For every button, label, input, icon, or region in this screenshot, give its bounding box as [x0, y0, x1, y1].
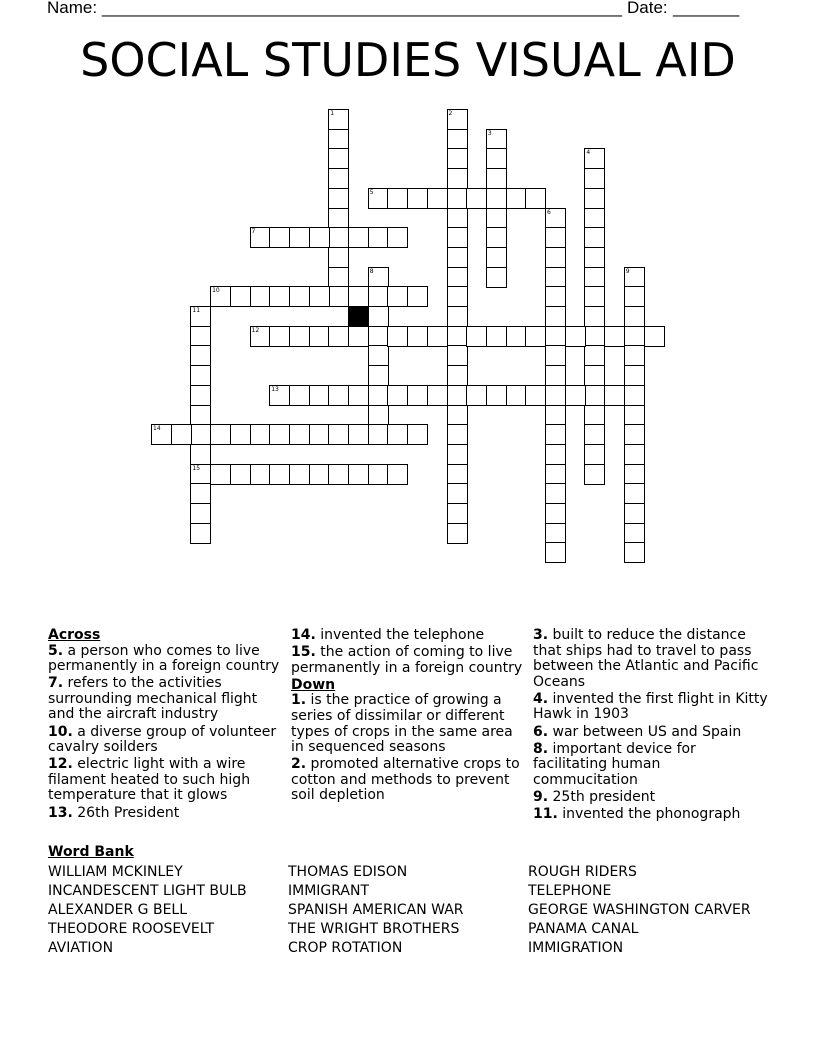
- crossword-cell[interactable]: [447, 227, 468, 248]
- crossword-cell[interactable]: [447, 286, 468, 307]
- crossword-cell[interactable]: [447, 345, 468, 366]
- crossword-cell[interactable]: [328, 227, 349, 248]
- crossword-cell[interactable]: [624, 306, 645, 327]
- crossword-cell[interactable]: [506, 385, 527, 406]
- crossword-cell[interactable]: [190, 523, 211, 544]
- crossword-cell[interactable]: [624, 345, 645, 366]
- crossword-cell[interactable]: [545, 227, 566, 248]
- clue-item: 15. the action of coming to live permanently in a foreign country: [291, 644, 523, 676]
- crossword-cell[interactable]: [584, 405, 605, 426]
- clue-column-1: [48, 628, 284, 823]
- word-bank-item: CROP ROTATION: [288, 940, 403, 956]
- crossword-cell[interactable]: [309, 227, 330, 248]
- crossword-cell[interactable]: [368, 326, 389, 347]
- crossword-cell[interactable]: [328, 148, 349, 169]
- crossword-cell[interactable]: [190, 483, 211, 504]
- word-bank-item: IMMIGRATION: [528, 940, 624, 956]
- clue-item: 14. invented the telephone: [291, 627, 485, 643]
- crossword-cell[interactable]: [447, 326, 468, 347]
- crossword-cell[interactable]: [348, 464, 369, 485]
- crossword-cell[interactable]: [328, 168, 349, 189]
- crossword-cell[interactable]: [309, 464, 330, 485]
- crossword-cell[interactable]: [624, 424, 645, 445]
- crossword-cell[interactable]: [624, 267, 645, 288]
- crossword-cell[interactable]: [486, 208, 507, 229]
- crossword-cell[interactable]: [190, 365, 211, 386]
- crossword-cell[interactable]: [269, 464, 290, 485]
- crossword-cell[interactable]: [328, 267, 349, 288]
- crossword-cell[interactable]: [545, 503, 566, 524]
- black-cell: [348, 306, 369, 327]
- crossword-cell[interactable]: [447, 267, 468, 288]
- crossword-cell[interactable]: [407, 286, 428, 307]
- clue-number: 1: [330, 110, 335, 117]
- crossword-cell[interactable]: [545, 326, 566, 347]
- crossword-cell[interactable]: [387, 464, 408, 485]
- crossword-cell[interactable]: [486, 326, 507, 347]
- crossword-cell[interactable]: [525, 385, 546, 406]
- word-bank-column-2: [288, 863, 464, 958]
- crossword-cell[interactable]: [348, 424, 369, 445]
- crossword-cell[interactable]: [328, 188, 349, 209]
- clue-number: 5: [369, 188, 374, 196]
- crossword-cell[interactable]: [407, 326, 428, 347]
- crossword-cell[interactable]: [387, 385, 408, 406]
- crossword-cell[interactable]: [624, 405, 645, 426]
- crossword-cell[interactable]: [584, 385, 605, 406]
- crossword-cell[interactable]: [190, 444, 211, 465]
- crossword-cell[interactable]: [210, 464, 231, 485]
- crossword-cell[interactable]: [190, 503, 211, 524]
- crossword-cell[interactable]: [486, 267, 507, 288]
- crossword-cell[interactable]: [387, 188, 408, 209]
- crossword-cell[interactable]: [348, 227, 369, 248]
- crossword-cell[interactable]: [584, 345, 605, 366]
- clue-number: 3: [487, 129, 492, 137]
- crossword-cell[interactable]: [190, 306, 211, 327]
- crossword-cell[interactable]: [447, 188, 468, 209]
- crossword-cell[interactable]: [328, 208, 349, 229]
- crossword-cell[interactable]: [328, 129, 349, 150]
- crossword-cell[interactable]: [289, 424, 310, 445]
- crossword-cell[interactable]: [250, 424, 271, 445]
- crossword-cell[interactable]: [387, 424, 408, 445]
- crossword-cell[interactable]: [624, 385, 645, 406]
- crossword-cell[interactable]: [447, 168, 468, 189]
- crossword-cell[interactable]: [545, 542, 566, 563]
- crossword-cell[interactable]: [584, 424, 605, 445]
- crossword-cell[interactable]: [190, 405, 211, 426]
- crossword-cell[interactable]: [624, 365, 645, 386]
- crossword-cell[interactable]: [565, 385, 586, 406]
- crossword-cell[interactable]: [269, 286, 290, 307]
- crossword-cell[interactable]: [368, 405, 389, 426]
- crossword-cell[interactable]: [604, 385, 625, 406]
- crossword-cell[interactable]: [584, 247, 605, 268]
- clue-item: 2. promoted alternative crops to cotton and methods to prevent soil depletion: [291, 756, 520, 804]
- crossword-cell[interactable]: [368, 365, 389, 386]
- crossword-cell[interactable]: [545, 444, 566, 465]
- crossword-cell[interactable]: [584, 286, 605, 307]
- crossword-cell[interactable]: [447, 129, 468, 150]
- clue-item: 1. is the practice of growing a series of dissimilar or different types of crops in the same area in sequenced seasons: [291, 692, 513, 756]
- clue-number: 6: [547, 208, 551, 216]
- crossword-cell[interactable]: [289, 326, 310, 347]
- word-bank-item: TELEPHONE: [528, 883, 612, 899]
- crossword-cell[interactable]: [447, 523, 468, 544]
- crossword-cell[interactable]: [387, 326, 408, 347]
- clue-item: 13. 26th President: [48, 804, 180, 821]
- crossword-cell[interactable]: [309, 385, 330, 406]
- clue-number: 4: [586, 149, 591, 157]
- crossword-cell[interactable]: [447, 424, 468, 445]
- crossword-cell[interactable]: [584, 267, 605, 288]
- down-heading: Down: [291, 676, 336, 693]
- crossword-cell[interactable]: [447, 365, 468, 386]
- crossword-cell[interactable]: [584, 208, 605, 229]
- crossword-cell[interactable]: [368, 306, 389, 327]
- crossword-cell[interactable]: [230, 424, 251, 445]
- crossword-cell[interactable]: [486, 247, 507, 268]
- crossword-cell[interactable]: [584, 444, 605, 465]
- crossword-cell[interactable]: [269, 227, 290, 248]
- word-bank-item: GEORGE WASHINGTON CARVER: [528, 902, 751, 918]
- crossword-cell[interactable]: [427, 326, 448, 347]
- crossword-cell[interactable]: [309, 286, 330, 307]
- crossword-cell[interactable]: [368, 267, 389, 288]
- clue-number: 11: [192, 307, 201, 314]
- crossword-cell[interactable]: [466, 188, 487, 209]
- crossword-cell[interactable]: [447, 306, 468, 327]
- crossword-cell[interactable]: [466, 385, 487, 406]
- crossword-cell[interactable]: [447, 483, 468, 504]
- crossword-cell[interactable]: [447, 109, 468, 130]
- crossword-cell[interactable]: [486, 129, 507, 150]
- crossword-cell[interactable]: [545, 208, 566, 229]
- across-heading: Across: [48, 627, 101, 643]
- crossword-cell[interactable]: [584, 306, 605, 327]
- word-bank-item: WILLIAM MCKINLEY: [48, 864, 183, 880]
- clue-number: 7: [251, 228, 256, 236]
- clue-number: 12: [251, 326, 260, 334]
- crossword-cell[interactable]: [328, 326, 349, 347]
- word-bank-item: IMMIGRANT: [288, 883, 370, 899]
- crossword-cell[interactable]: [584, 227, 605, 248]
- name-line: _______________________________________________________: [102, 0, 623, 17]
- crossword-cell[interactable]: [190, 424, 211, 445]
- word-bank-item: ROUGH RIDERS: [528, 864, 637, 880]
- crossword-cell[interactable]: [525, 188, 546, 209]
- date-label: Date:: [627, 0, 668, 17]
- word-bank-item: AVIATION: [48, 940, 114, 956]
- crossword-cell[interactable]: [328, 109, 349, 130]
- crossword-cell[interactable]: [584, 168, 605, 189]
- crossword-cell[interactable]: [545, 306, 566, 327]
- crossword-cell[interactable]: [368, 424, 389, 445]
- word-bank-item: THE WRIGHT BROTHERS: [288, 921, 460, 937]
- crossword-cell[interactable]: [624, 542, 645, 563]
- crossword-cell[interactable]: [289, 385, 310, 406]
- word-bank-item: SPANISH AMERICAN WAR: [288, 902, 464, 918]
- crossword-cell[interactable]: [250, 286, 271, 307]
- crossword-cell[interactable]: [447, 148, 468, 169]
- crossword-cell[interactable]: [545, 345, 566, 366]
- crossword-cell[interactable]: [328, 247, 349, 268]
- crossword-cell[interactable]: [427, 188, 448, 209]
- clue-number: 13: [271, 385, 279, 393]
- clue-number: 10: [212, 287, 220, 295]
- crossword-cell[interactable]: [289, 227, 310, 248]
- crossword-cell[interactable]: [486, 148, 507, 169]
- crossword-cell[interactable]: [604, 326, 625, 347]
- crossword-cell[interactable]: [328, 424, 349, 445]
- crossword-cell[interactable]: [545, 424, 566, 445]
- crossword-cell[interactable]: [289, 464, 310, 485]
- crossword-cell[interactable]: [525, 326, 546, 347]
- crossword-cell[interactable]: [506, 188, 527, 209]
- crossword-cell[interactable]: [190, 385, 211, 406]
- crossword-cell[interactable]: [407, 424, 428, 445]
- crossword-cell[interactable]: [407, 385, 428, 406]
- crossword-cell[interactable]: [565, 326, 586, 347]
- crossword-cell[interactable]: [624, 483, 645, 504]
- crossword-cell[interactable]: [190, 326, 211, 347]
- clue-item: 11. invented the phonograph: [533, 806, 741, 823]
- clue-item: 3. built to reduce the distance that ships had to travel to pass between the Atlantic and Pacific Oceans: [533, 627, 759, 690]
- crossword-cell[interactable]: [230, 464, 251, 485]
- crossword-cell[interactable]: [486, 188, 507, 209]
- crossword-cell[interactable]: [506, 326, 527, 347]
- crossword-cell[interactable]: [250, 227, 271, 248]
- word-bank-column-3: [528, 863, 751, 958]
- clue-item: 7. refers to the activities surrounding mechanical flight and the aircraft industry: [48, 675, 258, 723]
- crossword-cell[interactable]: [269, 385, 290, 406]
- crossword-cell[interactable]: [447, 247, 468, 268]
- crossword-cell[interactable]: [368, 227, 389, 248]
- word-bank-item: PANAMA CANAL: [528, 921, 639, 937]
- word-bank-item: INCANDESCENT LIGHT BULB: [48, 883, 247, 899]
- crossword-cell[interactable]: [368, 464, 389, 485]
- crossword-cell[interactable]: [447, 464, 468, 485]
- crossword-cell[interactable]: [250, 326, 271, 347]
- date-line: _______: [673, 0, 740, 17]
- crossword-cell[interactable]: [230, 286, 251, 307]
- crossword-cell[interactable]: [328, 385, 349, 406]
- crossword-cell[interactable]: [545, 405, 566, 426]
- crossword-cell[interactable]: [624, 464, 645, 485]
- crossword-cell[interactable]: [190, 345, 211, 366]
- word-bank-heading: Word Bank: [48, 844, 134, 860]
- crossword-cell[interactable]: [289, 286, 310, 307]
- word-bank-item: ALEXANDER G BELL: [48, 902, 188, 918]
- crossword-cell[interactable]: [584, 148, 605, 169]
- crossword-cell[interactable]: [545, 365, 566, 386]
- crossword-cell[interactable]: [545, 464, 566, 485]
- crossword-cell[interactable]: [309, 326, 330, 347]
- crossword-cell[interactable]: [466, 326, 487, 347]
- crossword-cell[interactable]: [584, 464, 605, 485]
- crossword-cell[interactable]: [348, 385, 369, 406]
- name-label: Name:: [47, 0, 98, 17]
- clue-item: 4. invented the first flight in Kitty Hawk in 1903: [533, 690, 768, 723]
- crossword-cell[interactable]: [624, 523, 645, 544]
- clue-number: 15: [192, 464, 201, 472]
- crossword-cell[interactable]: [368, 385, 389, 406]
- crossword-cell[interactable]: [210, 286, 231, 307]
- clue-item: 8. important device for facilitating human commucitation: [533, 740, 696, 788]
- clue-number: 2: [448, 110, 453, 117]
- clue-number: 14: [153, 425, 161, 433]
- crossword-cell[interactable]: [545, 247, 566, 268]
- crossword-cell[interactable]: [309, 424, 330, 445]
- crossword-cell[interactable]: [486, 168, 507, 189]
- clue-column-3: [533, 628, 769, 824]
- crossword-cell[interactable]: [190, 464, 211, 485]
- word-bank-item: THEODORE ROOSEVELT: [48, 921, 215, 937]
- crossword-cell[interactable]: [151, 424, 172, 445]
- crossword-cell[interactable]: [348, 326, 369, 347]
- crossword-cell[interactable]: [624, 286, 645, 307]
- crossword-cell[interactable]: [407, 188, 428, 209]
- crossword-cell[interactable]: [486, 227, 507, 248]
- word-bank-column-1: [48, 863, 247, 958]
- clue-item: 5. a person who comes to live permanently in a foreign country: [48, 642, 280, 675]
- crossword-cell[interactable]: [427, 385, 448, 406]
- crossword-cell[interactable]: [368, 188, 389, 209]
- crossword-cell[interactable]: [348, 286, 369, 307]
- crossword-cell[interactable]: [328, 464, 349, 485]
- word-bank-item: THOMAS EDISON: [288, 864, 408, 880]
- crossword-cell[interactable]: [584, 365, 605, 386]
- crossword-cell[interactable]: [644, 326, 665, 347]
- crossword-cell[interactable]: [545, 523, 566, 544]
- crossword-cell[interactable]: [269, 424, 290, 445]
- clue-column-2: [291, 628, 525, 806]
- crossword-cell[interactable]: [387, 227, 408, 248]
- clue-item: 9. 25th president: [533, 788, 656, 805]
- clue-item: 6. war between US and Spain: [533, 723, 742, 740]
- clue-item: 10. a diverse group of volunteer cavalry soilders: [48, 723, 277, 756]
- crossword-cell[interactable]: [545, 385, 566, 406]
- crossword-cell[interactable]: [486, 385, 507, 406]
- crossword-cell[interactable]: [210, 424, 231, 445]
- crossword-cell[interactable]: [545, 286, 566, 307]
- crossword-cell[interactable]: [250, 464, 271, 485]
- crossword-cell[interactable]: [584, 188, 605, 209]
- crossword-cell[interactable]: [584, 326, 605, 347]
- crossword-cell[interactable]: [447, 503, 468, 524]
- crossword-cell[interactable]: [624, 444, 645, 465]
- crossword-cell[interactable]: [387, 286, 408, 307]
- crossword-cell[interactable]: [368, 286, 389, 307]
- clue-item: 12. electric light with a wire filament heated to such high temperature that it glows: [48, 756, 251, 804]
- crossword-cell[interactable]: [447, 405, 468, 426]
- crossword-cell[interactable]: [447, 444, 468, 465]
- crossword-cell[interactable]: [624, 326, 645, 347]
- crossword-cell[interactable]: [269, 326, 290, 347]
- crossword-cell[interactable]: [368, 345, 389, 366]
- crossword-cell[interactable]: [545, 267, 566, 288]
- clue-number: 9: [625, 267, 630, 275]
- crossword-cell[interactable]: [545, 483, 566, 504]
- crossword-cell[interactable]: [171, 424, 192, 445]
- page-title: SOCIAL STUDIES VISUAL AID: [80, 33, 736, 87]
- crossword-cell[interactable]: [328, 286, 349, 307]
- crossword-cell[interactable]: [447, 208, 468, 229]
- crossword-cell[interactable]: [624, 503, 645, 524]
- crossword-cell[interactable]: [447, 385, 468, 406]
- clue-number: 8: [369, 267, 374, 275]
